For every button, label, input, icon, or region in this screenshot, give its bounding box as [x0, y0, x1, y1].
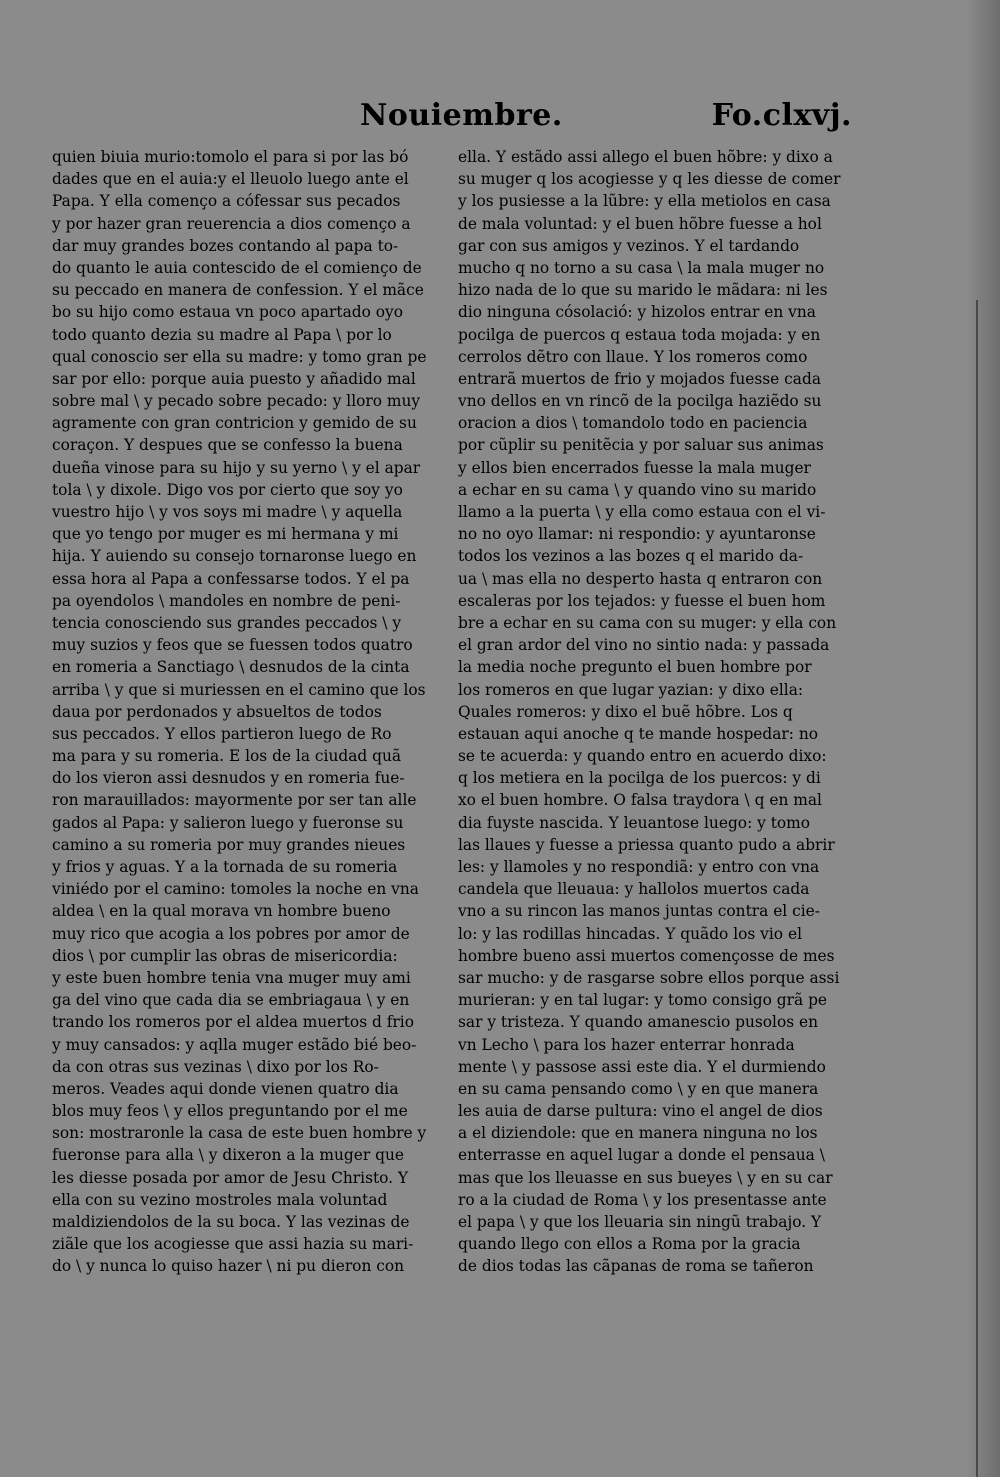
text-line: muy rico que acogia a los pobres por amor de [52, 924, 410, 943]
text-line: ro a la ciudad de Roma \ y los presentasse ante [458, 1190, 827, 1209]
text-line: camino a su romeria por muy grandes nieues [52, 835, 406, 854]
text-line: dueña vinose para su hijo y su yerno \ y el apar [52, 458, 421, 477]
text-line: que yo tengo por muger es mi hermana y mi [52, 525, 399, 544]
text-line: bo su hijo como estaua vn poco apartado oyo [52, 303, 404, 322]
text-line: sobre mal \ y pecado sobre pecado: y lloro muy [52, 392, 421, 411]
text-line: sar por ello: porque auia puesto y añadido mal [52, 369, 416, 388]
text-line: vn Lecho \ para los hazer enterrar honrada [458, 1035, 795, 1054]
text-line: coraçon. Y despues que se confesso la buena [52, 436, 403, 455]
text-line: da con otras sus vezinas \ dixo por los Ro- [52, 1057, 379, 1076]
left-text-column [52, 146, 440, 1278]
text-line: gar con sus amigos y vezinos. Y el tardando [458, 236, 800, 255]
text-line: dios \ por cumplir las obras de misericordia: [52, 946, 398, 965]
text-line: las llaues y fuesse a priessa quanto pudo a abrir [458, 835, 835, 854]
running-title: Nouiembre. [360, 98, 563, 133]
text-line: dia fuyste nascida. Y leuantose luego: y tomo [458, 813, 811, 832]
text-line: y frios y aguas. Y a la tornada de su romeria [52, 858, 398, 876]
text-line: de mala voluntad: y el buen hõbre fuesse a hol [458, 214, 822, 233]
text-line: dades que en el auia:y el lleuolo luego ante el [52, 170, 409, 189]
text-line: fueronse para alla \ y dixeron a la muger que [52, 1146, 404, 1165]
right-text-column [458, 146, 854, 1278]
text-line: Papa. Y ella començo a cófessar sus pecados [52, 192, 401, 211]
text-line: ron marauillados: mayormente por ser tan alle [52, 791, 417, 810]
text-line: cerrolos dẽtro con llaue. Y los romeros como [458, 347, 808, 366]
text-line: viniédo por el camino: tomoles la noche en vna [52, 880, 419, 899]
text-line: vno dellos en vn rincõ de la pocilga haziẽdo su [458, 392, 822, 411]
text-line: bre a echar en su cama con su muger: y ella con [458, 613, 837, 632]
text-line: do quanto le auia contescido de el comienço de [52, 258, 422, 277]
text-line: estauan aqui anoche q te mande hospedar: no [458, 724, 819, 743]
page-edge-shadow [966, 0, 1000, 1477]
text-line: mas que los lleuasse en sus bueyes \ y en su car [458, 1168, 833, 1187]
text-line: a echar en su cama \ y quando vino su marido [458, 480, 817, 499]
text-line: ella. Y estãdo assi allego el buen hõbre: y dixo a [458, 148, 833, 166]
text-line: qual conoscio ser ella su madre: y tomo gran pe [52, 347, 427, 366]
page-edge-line [976, 300, 978, 1477]
page-header [360, 98, 860, 144]
text-line: vno a su rincon las manos juntas contra el cie- [458, 902, 820, 921]
text-line: su peccado en manera de confession. Y el mãce [52, 281, 424, 300]
text-line: essa hora al Papa a confessarse todos. Y el pa [52, 569, 410, 588]
text-line: trando los romeros por el aldea muertos d frio [52, 1013, 414, 1032]
text-line: hija. Y auiendo su consejo tornaronse luego en [52, 547, 417, 566]
text-line: el papa \ y que los lleuaria sin ningũ trabajo. Y [458, 1213, 822, 1231]
text-line: de dios todas las cãpanas de roma se tañeron [458, 1257, 814, 1276]
text-line: mente \ y passose assi este dia. Y el durmiendo [458, 1057, 826, 1076]
text-line: no no oyo llamar: ni respondio: y ayuntaronse [458, 525, 816, 544]
text-line: arriba \ y que si muriessen en el camino que los [52, 680, 426, 699]
text-line: se te acuerda: y quando entro en acuerdo dixo: [458, 747, 827, 766]
text-line: blos muy feos \ y ellos preguntando por el me [52, 1102, 408, 1121]
text-line: pocilga de puercos q estaua toda mojada: y en [458, 325, 821, 344]
text-line: y los pusiesse a la lũbre: y ella metiolos en casa [458, 192, 831, 211]
text-line: hombre bueno assi muertos començosse de mes [458, 946, 835, 965]
text-line: murieran: y en tal lugar: y tomo consigo grã pe [458, 991, 828, 1010]
text-line: todos los vezinos a las bozes q el marido da- [458, 547, 804, 566]
text-line: q los metiera en la pocilga de los puercos: y di [458, 769, 821, 788]
text-line: mucho q no torno a su casa \ la mala muger no [458, 258, 825, 277]
text-line: entrarã muertos de frio y mojados fuesse cada [458, 369, 822, 388]
text-line: meros. Veades aqui donde vienen quatro dia [52, 1079, 399, 1098]
text-line: y por hazer gran reuerencia a dios començo a [52, 214, 411, 233]
text-line: quien biuia murio:tomolo el para si por las bó [52, 148, 409, 166]
text-line: pa oyendolos \ mandoles en nombre de peni- [52, 591, 401, 610]
text-line: en romeria a Sanctiago \ desnudos de la cinta [52, 658, 410, 677]
text-line: escaleras por los tejados: y fuesse el buen hom [458, 591, 826, 610]
text-line: por cũplir su penitẽcia y por saluar sus animas [458, 436, 824, 455]
text-line: les: y llamoles y no respondiã: y entro con vna [458, 858, 820, 876]
text-line: tola \ y dixole. Digo vos por cierto que soy yo [52, 480, 403, 499]
text-line: xo el buen hombre. O falsa traydora \ q en mal [458, 791, 822, 810]
text-line: hizo nada de lo que su marido le mãdara: ni les [458, 281, 828, 300]
text-line: ziãle que los acogiesse que assi hazia su mari- [52, 1235, 414, 1254]
text-line: y muy cansados: y aqlla muger estãdo bié beo- [52, 1035, 417, 1054]
text-line: dar muy grandes bozes contando al papa to- [52, 236, 399, 255]
text-line: candela que lleuaua: y hallolos muertos cada [458, 880, 810, 899]
text-line: les auia de darse pultura: vino el angel de dios [458, 1102, 823, 1121]
text-line: dio ninguna cósolació: y hizolos entrar en vna [458, 303, 816, 322]
text-line: y ellos bien encerrados fuesse la mala muger [458, 458, 811, 477]
text-line: el gran ardor del vino no sintio nada: y passada [458, 636, 830, 655]
text-line: la media noche pregunto el buen hombre por [458, 658, 812, 677]
text-line: agramente con gran contricion y gemido de su [52, 414, 417, 433]
text-line: y este buen hombre tenia vna muger muy ami [52, 968, 411, 987]
text-line: do \ y nunca lo quiso hazer \ ni pu dieron con [52, 1257, 405, 1276]
text-line: oracion a dios \ tomandolo todo en paciencia [458, 414, 808, 433]
text-line: les diesse posada por amor de Jesu Christo. Y [52, 1168, 409, 1187]
text-line: sus peccados. Y ellos partieron luego de Ro [52, 724, 392, 743]
text-line: tencia conosciendo sus grandes peccados \ y [52, 613, 402, 632]
text-line: gados al Papa: y salieron luego y fueronse su [52, 813, 404, 832]
text-line: son: mostraronle la casa de este buen hombre y [52, 1124, 427, 1143]
text-line: los romeros en que lugar yazian: y dixo ella: [458, 680, 804, 699]
text-line: llamo a la puerta \ y ella como estaua con el vi- [458, 503, 826, 521]
text-line: ella con su vezino mostroles mala voluntad [52, 1190, 388, 1209]
text-line: lo: y las rodillas hincadas. Y quãdo los vio el [458, 924, 802, 943]
text-line: a el diziendole: que en manera ninguna no los [458, 1124, 818, 1143]
text-line: aldea \ en la qual morava vn hombre bueno [52, 902, 391, 921]
text-line: ua \ mas ella no desperto hasta q entraron con [458, 569, 823, 588]
text-line: enterrasse en aquel lugar a donde el pensaua \ [458, 1146, 825, 1165]
folio-number: Fo.clxvj. [711, 98, 852, 133]
text-line: todo quanto dezia su madre al Papa \ por lo [52, 325, 392, 344]
text-line: daua por perdonados y absueltos de todos [52, 702, 382, 721]
text-line: Quales romeros: y dixo el buẽ hõbre. Los q [458, 702, 793, 721]
text-line: en su cama pensando como \ y en que manera [458, 1079, 819, 1098]
text-line: quando llego con ellos a Roma por la gracia [458, 1235, 801, 1254]
text-line: ma para y su romeria. E los de la ciudad quã [52, 747, 402, 766]
text-line: maldiziendolos de la su boca. Y las vezinas de [52, 1213, 410, 1231]
text-line: sar y tristeza. Y quando amanescio pusolos en [458, 1013, 819, 1032]
text-line: su muger q los acogiesse y q les diesse de comer [458, 170, 841, 189]
text-line: ga del vino que cada dia se embriagaua \ y en [52, 991, 410, 1010]
text-line: do los vieron assi desnudos y en romeria fue- [52, 769, 405, 788]
text-line: muy suzios y feos que se fuessen todos quatro [52, 636, 413, 655]
text-line: vuestro hijo \ y vos soys mi madre \ y aquella [52, 503, 403, 521]
text-line: sar mucho: y de rasgarse sobre ellos porque assi [458, 968, 840, 987]
